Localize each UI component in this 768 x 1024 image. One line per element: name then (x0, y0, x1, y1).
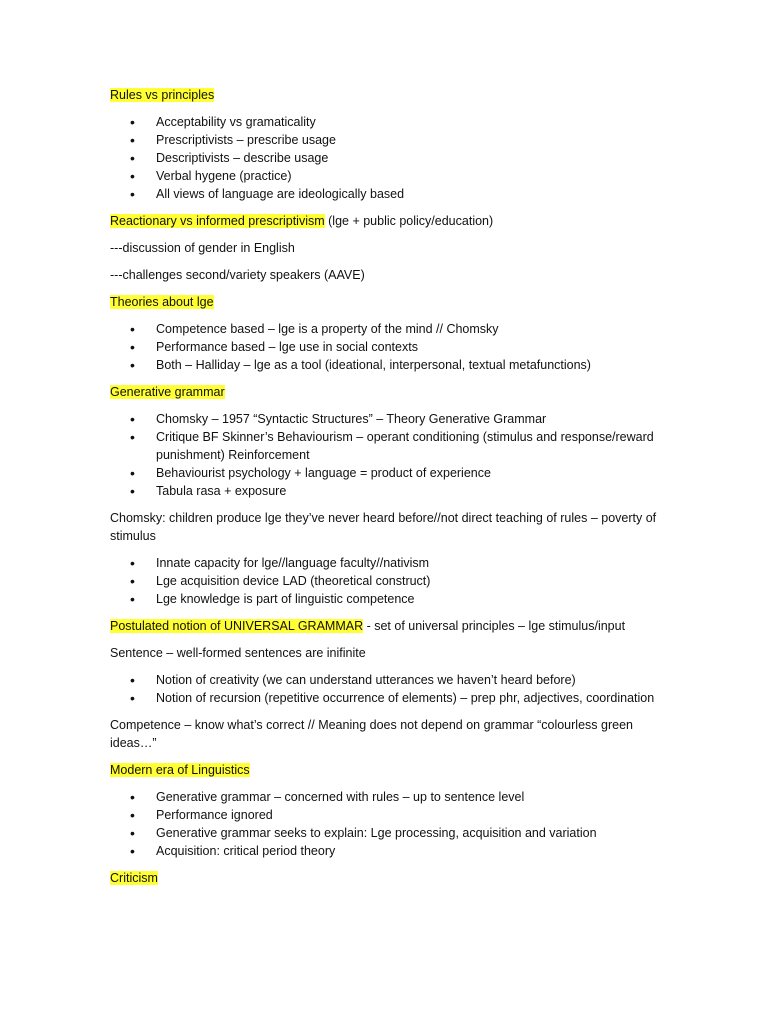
list-item: • Both – Halliday – lge as a tool (ideational, interpersonal, textual metafunctions) (110, 356, 670, 374)
paragraph: ---challenges second/variety speakers (AAVE) (110, 268, 365, 282)
list-item: • Competence based – lge is a property of the mind // Chomsky (110, 320, 670, 338)
list-item: • Generative grammar – concerned with rules – up to sentence level (110, 788, 670, 806)
list-item: • Innate capacity for lge//language faculty//nativism (110, 554, 670, 572)
section-heading (110, 86, 670, 104)
section-heading (110, 212, 670, 230)
list-item: • All views of language are ideologically based (110, 185, 670, 203)
document-body (110, 86, 670, 896)
list-item: • Notion of creativity (we can understand utterances we haven’t heard before) (110, 671, 670, 689)
highlighted-heading-text: Generative grammar (110, 385, 225, 399)
section-heading (110, 761, 670, 779)
bullet-list (110, 320, 670, 374)
list-item: • Descriptivists – describe usage (110, 149, 670, 167)
list-item: • Critique BF Skinner’s Behaviourism – operant conditioning (stimulus and response/reward punishment) Reinforcement (110, 428, 670, 464)
list-item: • Prescriptivists – prescribe usage (110, 131, 670, 149)
list-item: • Tabula rasa + exposure (110, 482, 670, 500)
highlighted-heading-text: Reactionary vs informed prescriptivism (110, 214, 325, 228)
list-item: • Performance ignored (110, 806, 670, 824)
bullet-list (110, 113, 670, 203)
list-item: • Lge acquisition device LAD (theoretical construct) (110, 572, 670, 590)
section-heading (110, 383, 670, 401)
highlighted-heading-text: Theories about lge (110, 295, 214, 309)
list-item: • Acquisition: critical period theory (110, 842, 670, 860)
heading-continuation: (lge + public policy/education) (324, 214, 494, 228)
list-item: • Verbal hygene (practice) (110, 167, 670, 185)
list-item: • Lge knowledge is part of linguistic competence (110, 590, 670, 608)
paragraph: Sentence – well-formed sentences are inifinite (110, 646, 366, 660)
highlighted-heading-text: Rules vs principles (110, 88, 215, 102)
list-item: • Performance based – lge use in social contexts (110, 338, 670, 356)
section-heading (110, 869, 670, 887)
paragraph: ---discussion of gender in English (110, 241, 295, 255)
list-item: • Acceptability vs gramaticality (110, 113, 670, 131)
highlighted-heading-text: Postulated notion of UNIVERSAL GRAMMAR (110, 619, 364, 633)
paragraph: Competence – know what’s correct // Meaning does not depend on grammar “colourless green ideas…” (110, 718, 633, 750)
list-item: • Generative grammar seeks to explain: Lge processing, acquisition and variation (110, 824, 670, 842)
bullet-list (110, 554, 670, 608)
bullet-list (110, 410, 670, 500)
section-heading (110, 293, 670, 311)
section-heading (110, 617, 670, 635)
highlighted-heading-text: Modern era of Linguistics (110, 763, 250, 777)
list-item: • Chomsky – 1957 “Syntactic Structures” – Theory Generative Grammar (110, 410, 670, 428)
paragraph: Chomsky: children produce lge they’ve never heard before//not direct teaching of rules – poverty of stimulus (110, 511, 657, 543)
bullet-list (110, 788, 670, 860)
highlighted-heading-text: Criticism (110, 871, 158, 885)
heading-continuation: - set of universal principles – lge stimulus/input (363, 619, 626, 633)
bullet-list (110, 671, 670, 707)
list-item: • Behaviourist psychology + language = product of experience (110, 464, 670, 482)
list-item: • Notion of recursion (repetitive occurrence of elements) – prep phr, adjectives, coordination (110, 689, 670, 707)
